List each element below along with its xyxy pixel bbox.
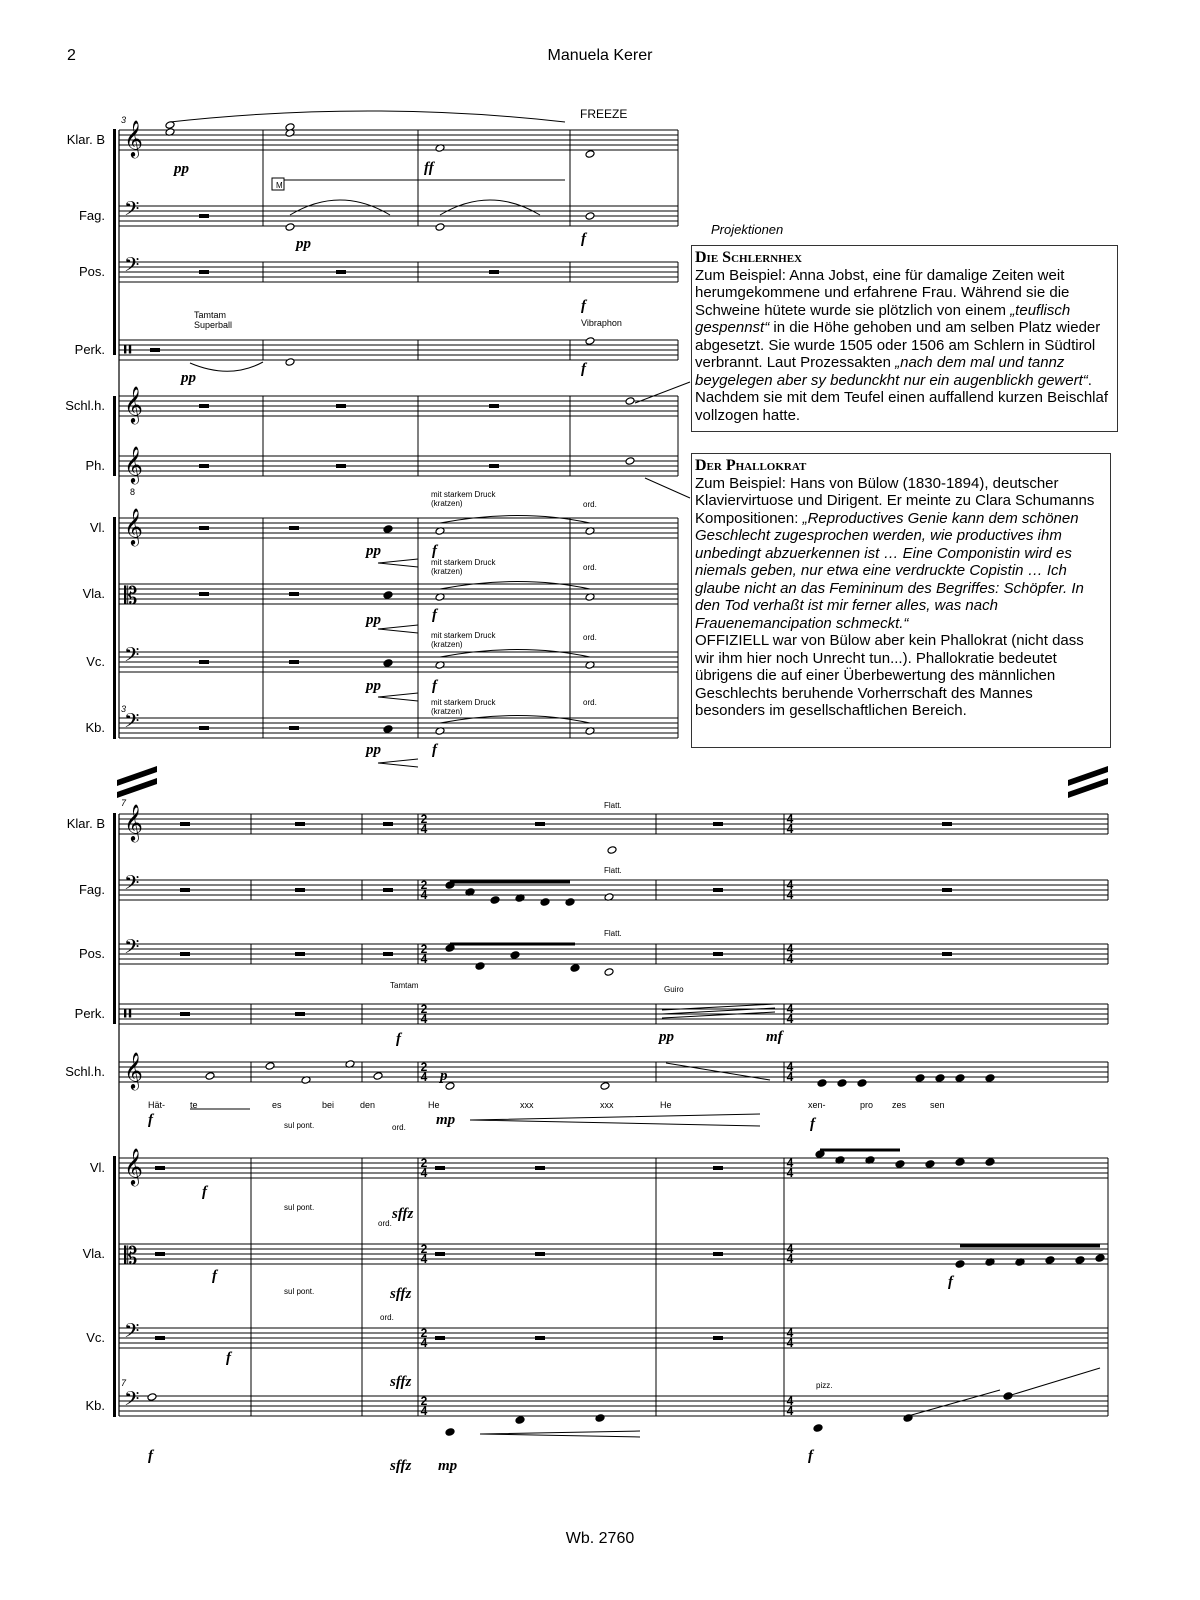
whole-rest <box>383 952 393 956</box>
time-signature: 4 <box>786 878 794 892</box>
note-head <box>373 1072 383 1081</box>
projection-text: Zum Beispiel: Hans von Bülow (1830-1894), deutscher Klaviervirtuose und Dirigent. Er meinte zu Clara Schumanns Kompositionen: „Reproductives Genie kann dem schönen Geschlecht zugesprochen werden, wie productives ihm unbedingt abzuerkennen ist … Eine Componistin wird es niemals geben, nur etwa eine verdruckte Copistin … Ich glaube nicht an das Femininum des Begriffes: Schöpfer. In den Tod verhaßt ist mir ferner alles, was nach Frauenemancipation schmeckt.“ OFFIZIELL war von Bülow aber kein Phallokrat (nicht dass wir ihm hier noch Unrecht tun...). Phallokratie bedeutet übrigens die auf einer Überbewertung des männlichen Geschlechts beruhende Vorherrschaft des Mannes besonders im gesellschaftlichen Bereich. <box>695 474 1095 719</box>
instrument-change-label: Tamtam <box>194 310 227 320</box>
measure-number: 3 <box>121 704 127 714</box>
lyric-syllable: te <box>190 1100 198 1110</box>
note-head <box>955 1074 965 1083</box>
staff-Pos. <box>119 944 1108 964</box>
note-head <box>383 525 393 534</box>
treble-clef-icon: 𝄞 <box>124 385 143 423</box>
dynamic-marking: pp <box>296 236 311 252</box>
time-signature: 4 <box>786 1156 794 1170</box>
time-signature: 2 <box>420 1156 428 1170</box>
whole-rest <box>535 1336 545 1340</box>
time-signature: 4 <box>420 1012 428 1026</box>
bass-clef-icon: 𝄢 <box>124 709 140 737</box>
note-head <box>383 725 393 734</box>
lyric-syllable: den <box>360 1100 376 1110</box>
time-signature: 4 <box>420 1166 428 1180</box>
instrument-label: Pos. <box>78 264 105 279</box>
treble-clef-icon: 𝄞 <box>124 507 143 545</box>
lyric-syllable: zes <box>892 1100 907 1110</box>
whole-rest <box>155 1166 165 1170</box>
whole-rest <box>199 592 209 596</box>
whole-rest <box>289 660 299 664</box>
time-signature: 4 <box>420 1070 428 1084</box>
lyric-syllable: He <box>660 1100 672 1110</box>
time-signature: 4 <box>786 1060 794 1074</box>
time-signature: 4 <box>786 942 794 956</box>
note-head <box>600 1082 610 1091</box>
dynamic-marking: f <box>432 543 437 559</box>
instrument-label: Klar. B <box>66 132 105 147</box>
staff-Perk. <box>119 1004 1108 1024</box>
note-head <box>285 358 295 367</box>
whole-rest <box>713 1252 723 1256</box>
treble-clef-icon: 𝄞 <box>124 803 143 841</box>
dynamic-marking: f <box>581 231 586 247</box>
system-1 <box>113 111 678 767</box>
whole-rest <box>199 404 209 408</box>
whole-rest <box>180 822 190 826</box>
whole-rest <box>289 726 299 730</box>
time-signature: 4 <box>786 1336 794 1350</box>
whole-rest <box>942 952 952 956</box>
whole-rest <box>199 526 209 530</box>
note-head <box>595 1414 605 1423</box>
tie <box>190 362 263 371</box>
note-head <box>1095 1254 1105 1263</box>
dynamic-marking: pp <box>181 370 196 386</box>
dynamic-marking: f <box>202 1184 207 1200</box>
time-signature: 4 <box>786 1002 794 1016</box>
lyric-syllable: pro <box>860 1100 874 1110</box>
technique-label: sul pont. <box>284 1121 315 1130</box>
projection-text: Zum Beispiel: Anna Jobst, eine für damalige Zeiten weit herumgekommene und erfahrene Frau. Während sie die Schweine hütete wurde sie plötzlich von einem „teuflisch gespennst“ in die Höhe gehoben und am selben Platz wieder abgesetzt. Sie wurde 1505 oder 1506 am Schlern in Südtirol verbrannt. Laut Prozessakten „nach dem mal und tannz beygelegen aber sy bedunckht nur ein augenblickh gewert“. Nachdem sie mit dem Teufel einen auffallend kurzen Beischlaf vollzogen hatte. <box>695 266 1109 424</box>
whole-rest <box>199 660 209 664</box>
whole-rest <box>489 270 499 274</box>
time-signature: 2 <box>420 812 428 826</box>
instrument-label: Vl. <box>89 520 105 535</box>
dynamic-marking: pp <box>174 161 189 177</box>
whole-rest <box>180 888 190 892</box>
technique-label: sul pont. <box>284 1203 315 1212</box>
note-head <box>205 1072 215 1081</box>
alto-clef-icon: 𝄡 <box>124 1242 138 1270</box>
whole-rest <box>155 1336 165 1340</box>
instrument-label: Vc. <box>86 1330 105 1345</box>
dynamic-marking: sffz <box>390 1374 412 1390</box>
note-head <box>565 898 575 907</box>
whole-rest <box>155 1252 165 1256</box>
note-head <box>985 1158 995 1167</box>
staff-Klar. B <box>119 130 678 150</box>
time-signature: 2 <box>420 1242 428 1256</box>
note-head <box>895 1160 905 1169</box>
lyric-syllable: bei <box>322 1100 335 1110</box>
technique-label: mit starkem Druck <box>431 558 496 567</box>
instrument-label: Fag. <box>78 208 105 223</box>
dynamic-marking: pp <box>366 678 381 694</box>
projection-title: Die Schlernhex <box>695 249 802 266</box>
instrument-label: Klar. B <box>66 816 105 831</box>
whole-rest <box>180 1012 190 1016</box>
glissando-line <box>1008 1368 1100 1396</box>
dynamic-marking: mf <box>766 1029 783 1045</box>
technique-label: Flatt. <box>604 801 622 810</box>
note-head <box>604 968 614 977</box>
dynamic-marking: pp <box>366 612 381 628</box>
strings-bracket <box>113 517 116 739</box>
time-signature: 2 <box>420 1326 428 1340</box>
whole-rest <box>336 270 346 274</box>
technique-label: mit starkem Druck <box>431 698 496 707</box>
instrument-label: Perk. <box>74 342 105 357</box>
measure-number: 7 <box>121 798 127 808</box>
note-head <box>985 1074 995 1083</box>
dynamic-marking: p <box>440 1068 448 1084</box>
note-head <box>147 1393 157 1402</box>
technique-label: mit starkem Druck <box>431 490 496 499</box>
note-head <box>935 1074 945 1083</box>
staff-Kb. <box>119 1396 1108 1416</box>
instrument-label: Kb. <box>85 720 105 735</box>
technique-label: sul pont. <box>284 1287 315 1296</box>
tie <box>170 111 565 122</box>
technique-label: ord. <box>583 500 597 509</box>
time-signature: 4 <box>786 1070 794 1084</box>
note-head <box>915 1074 925 1083</box>
guiro-tremolo <box>662 1004 775 1018</box>
whole-rest <box>295 822 305 826</box>
dynamic-marking: f <box>396 1031 401 1047</box>
treble-clef-icon: 𝄞 <box>124 1147 143 1185</box>
whole-rest <box>713 1336 723 1340</box>
whole-rest <box>435 1166 445 1170</box>
tie <box>440 716 590 724</box>
time-signature: 4 <box>786 952 794 966</box>
note-head <box>510 951 520 960</box>
time-signature: 4 <box>786 1394 794 1408</box>
whole-rest <box>289 526 299 530</box>
crescendo-hairpin <box>378 759 418 767</box>
lyric-syllable: xxx <box>600 1100 614 1110</box>
bass-clef-icon: 𝄢 <box>124 1387 140 1415</box>
whole-rest <box>489 464 499 468</box>
time-signature: 4 <box>786 1326 794 1340</box>
lyric-syllable: es <box>272 1100 282 1110</box>
m-box-label: M <box>276 181 283 190</box>
lyric-syllable: sen <box>930 1100 945 1110</box>
note-head <box>515 1416 525 1425</box>
winds-bracket <box>113 813 116 1024</box>
treble-clef-icon: 𝄞 <box>124 445 143 483</box>
octave-marker: 8 <box>130 487 136 497</box>
catalog-number: Wb. 2760 <box>565 1530 635 1547</box>
whole-rest <box>435 1336 445 1340</box>
technique-label: ord. <box>378 1219 392 1228</box>
instrument-label: Schl.h. <box>65 1064 105 1079</box>
time-signature: 2 <box>420 1002 428 1016</box>
note-head <box>955 1158 965 1167</box>
whole-rest <box>295 888 305 892</box>
whole-rest <box>180 952 190 956</box>
technique-label: ord. <box>583 563 597 572</box>
time-signature: 4 <box>786 822 794 836</box>
whole-rest <box>336 464 346 468</box>
time-signature: 4 <box>786 1242 794 1256</box>
note-head <box>813 1424 823 1433</box>
crescendo-hairpin <box>378 625 418 633</box>
technique-label: ord. <box>392 1123 406 1132</box>
note-head <box>1045 1256 1055 1265</box>
note-head <box>585 150 595 159</box>
note-head <box>490 896 500 905</box>
treble-clef-icon: 𝄞 <box>124 1051 143 1089</box>
note-head <box>435 223 445 232</box>
whole-rest <box>713 952 723 956</box>
technique-label: Flatt. <box>604 929 622 938</box>
perc-clef-icon: 𝄥 <box>124 336 132 364</box>
technique-label: ord. <box>583 698 597 707</box>
technique-label: Flatt. <box>604 866 622 875</box>
time-signature: 4 <box>786 1252 794 1266</box>
dynamic-marking: pp <box>366 742 381 758</box>
alto-clef-icon: 𝄡 <box>124 582 138 610</box>
time-signature: 2 <box>420 1060 428 1074</box>
page-number: 2 <box>67 47 76 64</box>
instrument-label: Ph. <box>85 458 105 473</box>
dynamic-marking: pp <box>659 1029 674 1045</box>
bass-clef-icon: 𝄢 <box>124 1319 140 1347</box>
whole-rest <box>383 822 393 826</box>
bass-clef-icon: 𝄢 <box>124 197 140 225</box>
dynamic-marking: sffz <box>392 1206 414 1222</box>
note-head <box>285 223 295 232</box>
technique-label: (kratzen) <box>431 499 463 508</box>
dynamic-marking: f <box>226 1350 231 1366</box>
time-signature: 4 <box>420 1336 428 1350</box>
whole-rest <box>199 214 209 218</box>
time-signature: 4 <box>786 1012 794 1026</box>
note-head <box>570 964 580 973</box>
instrument-change-label: Tamtam <box>390 981 419 990</box>
instrument-label: Kb. <box>85 1398 105 1413</box>
dynamic-marking: f <box>581 298 586 314</box>
measure-number: 7 <box>121 1378 127 1388</box>
whole-rest <box>150 348 160 352</box>
whole-rest <box>942 822 952 826</box>
freeze-label: FREEZE <box>580 107 628 121</box>
instrument-label: Vla. <box>82 586 105 601</box>
whole-rest <box>535 1252 545 1256</box>
technique-label: ord. <box>380 1313 394 1322</box>
note-head <box>445 1428 455 1437</box>
dynamic-marking: f <box>148 1112 153 1128</box>
dynamic-marking: sffz <box>390 1286 412 1302</box>
whole-rest <box>336 404 346 408</box>
dynamic-marking: f <box>432 678 437 694</box>
tie <box>440 650 590 658</box>
bass-clef-icon: 𝄢 <box>124 253 140 281</box>
instrument-change-label: Guiro <box>664 985 684 994</box>
composer-name: Manuela Kerer <box>547 47 653 64</box>
treble-clef-icon: 𝄞 <box>124 119 143 157</box>
technique-label: (kratzen) <box>431 567 463 576</box>
note-head <box>625 397 635 406</box>
note-head <box>1075 1256 1085 1265</box>
dynamic-marking: f <box>148 1448 153 1464</box>
projection-box-schlernhex <box>691 245 1118 432</box>
strings-bracket <box>113 1156 116 1417</box>
dynamic-marking: mp <box>436 1112 456 1128</box>
bass-clef-icon: 𝄢 <box>124 871 140 899</box>
instrument-label: Perk. <box>74 1006 105 1021</box>
measure-number: 3 <box>121 115 127 125</box>
dynamic-marking: f <box>948 1274 953 1290</box>
technique-label: ord. <box>583 633 597 642</box>
note-head <box>540 898 550 907</box>
instrument-label: Vla. <box>82 1246 105 1261</box>
time-signature: 2 <box>420 878 428 892</box>
note-head <box>955 1260 965 1269</box>
whole-rest <box>942 888 952 892</box>
decrescendo-hairpin <box>470 1114 760 1126</box>
whole-rest <box>535 822 545 826</box>
dynamic-marking: f <box>810 1116 815 1132</box>
dynamic-marking: ff <box>424 160 434 176</box>
whole-rest <box>199 726 209 730</box>
note-head <box>817 1079 827 1088</box>
staff-Vc. <box>119 1328 1108 1348</box>
decrescendo-hairpin <box>480 1431 640 1437</box>
lyric-syllable: Hät- <box>148 1100 166 1110</box>
note-head <box>475 962 485 971</box>
note-head <box>925 1160 935 1169</box>
note-head <box>625 457 635 466</box>
perc-clef-icon: 𝄥 <box>124 1000 132 1028</box>
technique-label: mit starkem Druck <box>431 631 496 640</box>
lyric-syllable: He <box>428 1100 440 1110</box>
dynamic-marking: f <box>808 1448 813 1464</box>
whole-rest <box>535 1166 545 1170</box>
time-signature: 4 <box>786 812 794 826</box>
whole-rest <box>489 404 499 408</box>
leader-line <box>645 478 690 498</box>
projection-title: Der Phallokrat <box>695 457 807 474</box>
lyric-syllable: xen- <box>808 1100 826 1110</box>
lyric-syllable: xxx <box>520 1100 534 1110</box>
time-signature: 4 <box>786 1166 794 1180</box>
crescendo-hairpin <box>378 693 418 701</box>
bass-clef-icon: 𝄢 <box>124 935 140 963</box>
dynamic-marking: f <box>212 1268 217 1284</box>
technique-label: pizz. <box>816 1381 833 1390</box>
whole-rest <box>295 952 305 956</box>
note-head <box>607 846 617 855</box>
note-head <box>857 1079 867 1088</box>
whole-rest <box>713 822 723 826</box>
whole-rest <box>199 464 209 468</box>
time-signature: 4 <box>786 888 794 902</box>
whole-rest <box>199 270 209 274</box>
note-head <box>265 1062 275 1071</box>
staff-Klar. B <box>119 814 1108 834</box>
time-signature: 4 <box>420 822 428 836</box>
whole-rest <box>295 1012 305 1016</box>
dynamic-marking: f <box>432 742 437 758</box>
glissando-line <box>908 1390 1000 1416</box>
instrument-label: Pos. <box>78 946 105 961</box>
whole-rest <box>713 1166 723 1170</box>
dynamic-marking: pp <box>366 543 381 559</box>
winds-bracket <box>113 129 116 355</box>
note-head <box>837 1079 847 1088</box>
time-signature: 4 <box>420 1252 428 1266</box>
note-head <box>585 212 595 221</box>
instrument-label: Vc. <box>86 654 105 669</box>
tie <box>440 582 590 590</box>
whole-rest <box>383 888 393 892</box>
leader-line <box>635 382 690 403</box>
technique-label: (kratzen) <box>431 707 463 716</box>
projections-label: Projektionen <box>711 222 784 237</box>
instrument-label: Fag. <box>78 882 105 897</box>
note-head <box>383 659 393 668</box>
instrument-label: Vl. <box>89 1160 105 1175</box>
time-signature: 2 <box>420 1394 428 1408</box>
whole-rest <box>713 888 723 892</box>
time-signature: 4 <box>420 1404 428 1418</box>
instrument-change-label: Vibraphon <box>581 318 622 328</box>
instrument-label: Schl.h. <box>65 398 105 413</box>
time-signature: 4 <box>786 1404 794 1418</box>
time-signature: 2 <box>420 942 428 956</box>
time-signature: 4 <box>420 952 428 966</box>
voices-bracket <box>113 396 116 476</box>
slur <box>440 200 540 215</box>
slur <box>290 200 390 215</box>
dynamic-marking: f <box>432 607 437 623</box>
bass-clef-icon: 𝄢 <box>124 643 140 671</box>
whole-rest <box>289 592 299 596</box>
note-head <box>383 591 393 600</box>
projection-box-phallokrat <box>691 453 1111 748</box>
staff-Perk. <box>119 340 678 360</box>
dynamic-marking: mp <box>438 1458 458 1474</box>
crescendo-hairpin <box>378 559 418 567</box>
tie <box>440 516 590 524</box>
time-signature: 4 <box>420 888 428 902</box>
dynamic-marking: sffz <box>390 1458 412 1474</box>
note-head <box>585 337 595 346</box>
technique-label: (kratzen) <box>431 640 463 649</box>
dynamic-marking: f <box>581 361 586 377</box>
instrument-change-label: Superball <box>194 320 233 330</box>
whole-rest <box>435 1252 445 1256</box>
